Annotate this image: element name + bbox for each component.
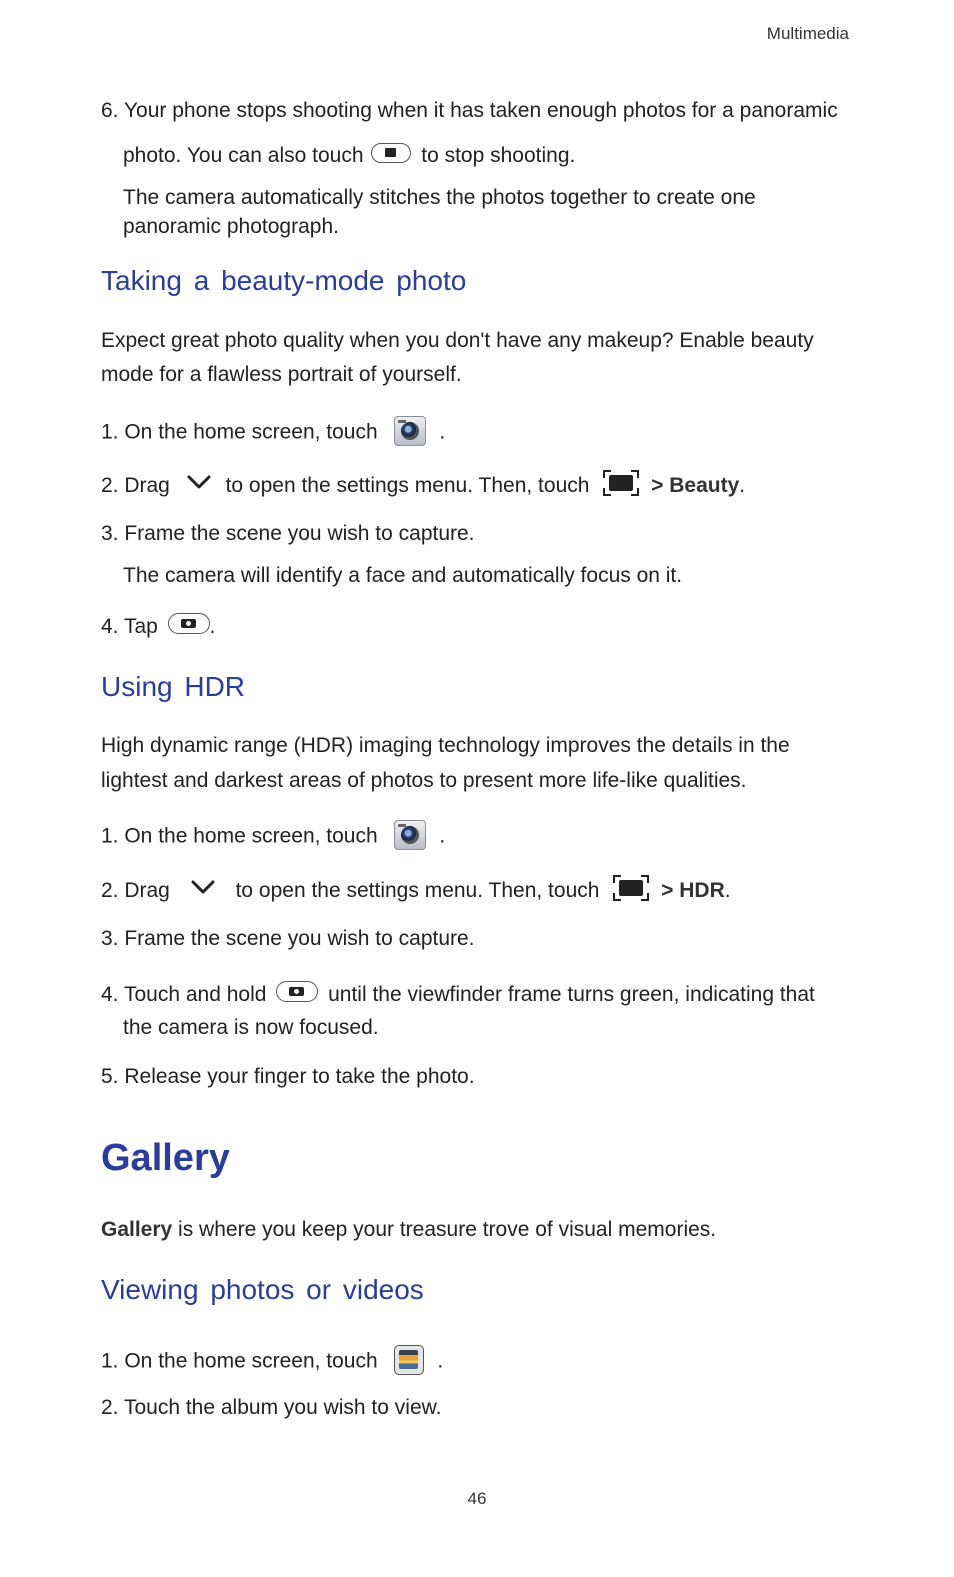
gallery-intro <box>101 1217 716 1243</box>
stop-shooting-icon <box>371 143 411 163</box>
shutter-icon <box>276 981 318 1002</box>
text: . <box>739 474 746 497</box>
gallery-step-2: 2. Touch the album you wish to view. <box>101 1396 442 1419</box>
hdr-intro-2: lightest and darkest areas of photos to present more life-like qualities. <box>101 769 747 792</box>
hdr-option: HDR <box>679 879 725 902</box>
gallery-app-icon <box>394 1345 424 1375</box>
shutter-icon <box>168 613 210 634</box>
text: . <box>439 420 446 444</box>
gallery-step-1 <box>101 1347 443 1377</box>
text: 2. Drag <box>101 879 170 902</box>
beauty-option: Beauty <box>669 474 740 497</box>
text: 4. Tap <box>101 615 158 638</box>
text: to open the settings menu. Then, touch <box>225 474 590 497</box>
camera-app-icon <box>394 820 426 850</box>
beauty-step-3: 3. Frame the scene you wish to capture. <box>101 522 475 545</box>
panorama-note-1: The camera automatically stitches the photos together to create one <box>123 186 756 209</box>
gallery-app-name: Gallery <box>101 1218 173 1241</box>
beauty-step-3-note: The camera will identify a face and automatically focus on it. <box>123 564 683 587</box>
viewing-heading: Viewing photos or videos <box>101 1274 424 1305</box>
beauty-intro-2: mode for a flawless portrait of yourself. <box>101 363 462 386</box>
hdr-step-3: 3. Frame the scene you wish to capture. <box>101 927 475 950</box>
text: 1. On the home screen, touch <box>101 1349 378 1373</box>
text: until the viewfinder frame turns green, indicating that <box>328 983 815 1006</box>
hdr-heading: Using HDR <box>101 671 246 702</box>
chevron-down-icon <box>188 877 218 897</box>
hdr-step-5: 5. Release your finger to take the photo. <box>101 1065 475 1088</box>
text: is where you keep your treasure trove of visual memories. <box>172 1218 717 1241</box>
text: 1. On the home screen, touch <box>101 420 378 444</box>
panorama-note-2: panoramic photograph. <box>123 215 339 238</box>
text: to open the settings menu. Then, touch <box>235 879 600 902</box>
text: > <box>651 474 670 497</box>
hdr-intro-1: High dynamic range (HDR) imaging technology improves the details in the <box>101 734 790 757</box>
beauty-step-1 <box>101 418 445 448</box>
beauty-heading: Taking a beauty-mode photo <box>101 265 467 296</box>
text: 1. On the home screen, touch <box>101 824 378 848</box>
beauty-step-2 <box>101 473 745 499</box>
text: > <box>661 879 680 902</box>
gallery-title: Gallery <box>101 1137 230 1179</box>
chevron-down-icon <box>184 472 214 492</box>
panorama-step-6: 6. Your phone stops shooting when it has taken enough photos for a panoramic <box>101 99 838 122</box>
camera-app-icon <box>394 416 426 446</box>
text: 2. Drag <box>101 474 170 497</box>
hdr-step-4-cont: the camera is now focused. <box>123 1016 379 1039</box>
text: . <box>724 879 731 902</box>
text: . <box>209 615 216 638</box>
running-header: Multimedia <box>766 24 849 43</box>
text: photo. You can also touch <box>123 144 364 167</box>
beauty-step-4 <box>101 614 216 640</box>
page-number: 46 <box>467 1489 487 1508</box>
beauty-intro-1: Expect great photo quality when you don't have any makeup? Enable beauty <box>101 329 814 352</box>
hdr-step-2 <box>101 878 731 904</box>
hdr-step-1 <box>101 822 445 852</box>
text: . <box>439 824 446 848</box>
hdr-step-4 <box>101 982 815 1008</box>
text: to stop shooting. <box>421 144 576 167</box>
settings-frame-icon <box>613 875 649 901</box>
settings-frame-icon <box>603 470 639 496</box>
text: . <box>437 1349 444 1373</box>
text: 4. Touch and hold <box>101 983 267 1006</box>
panorama-step-6-cont <box>123 143 575 169</box>
